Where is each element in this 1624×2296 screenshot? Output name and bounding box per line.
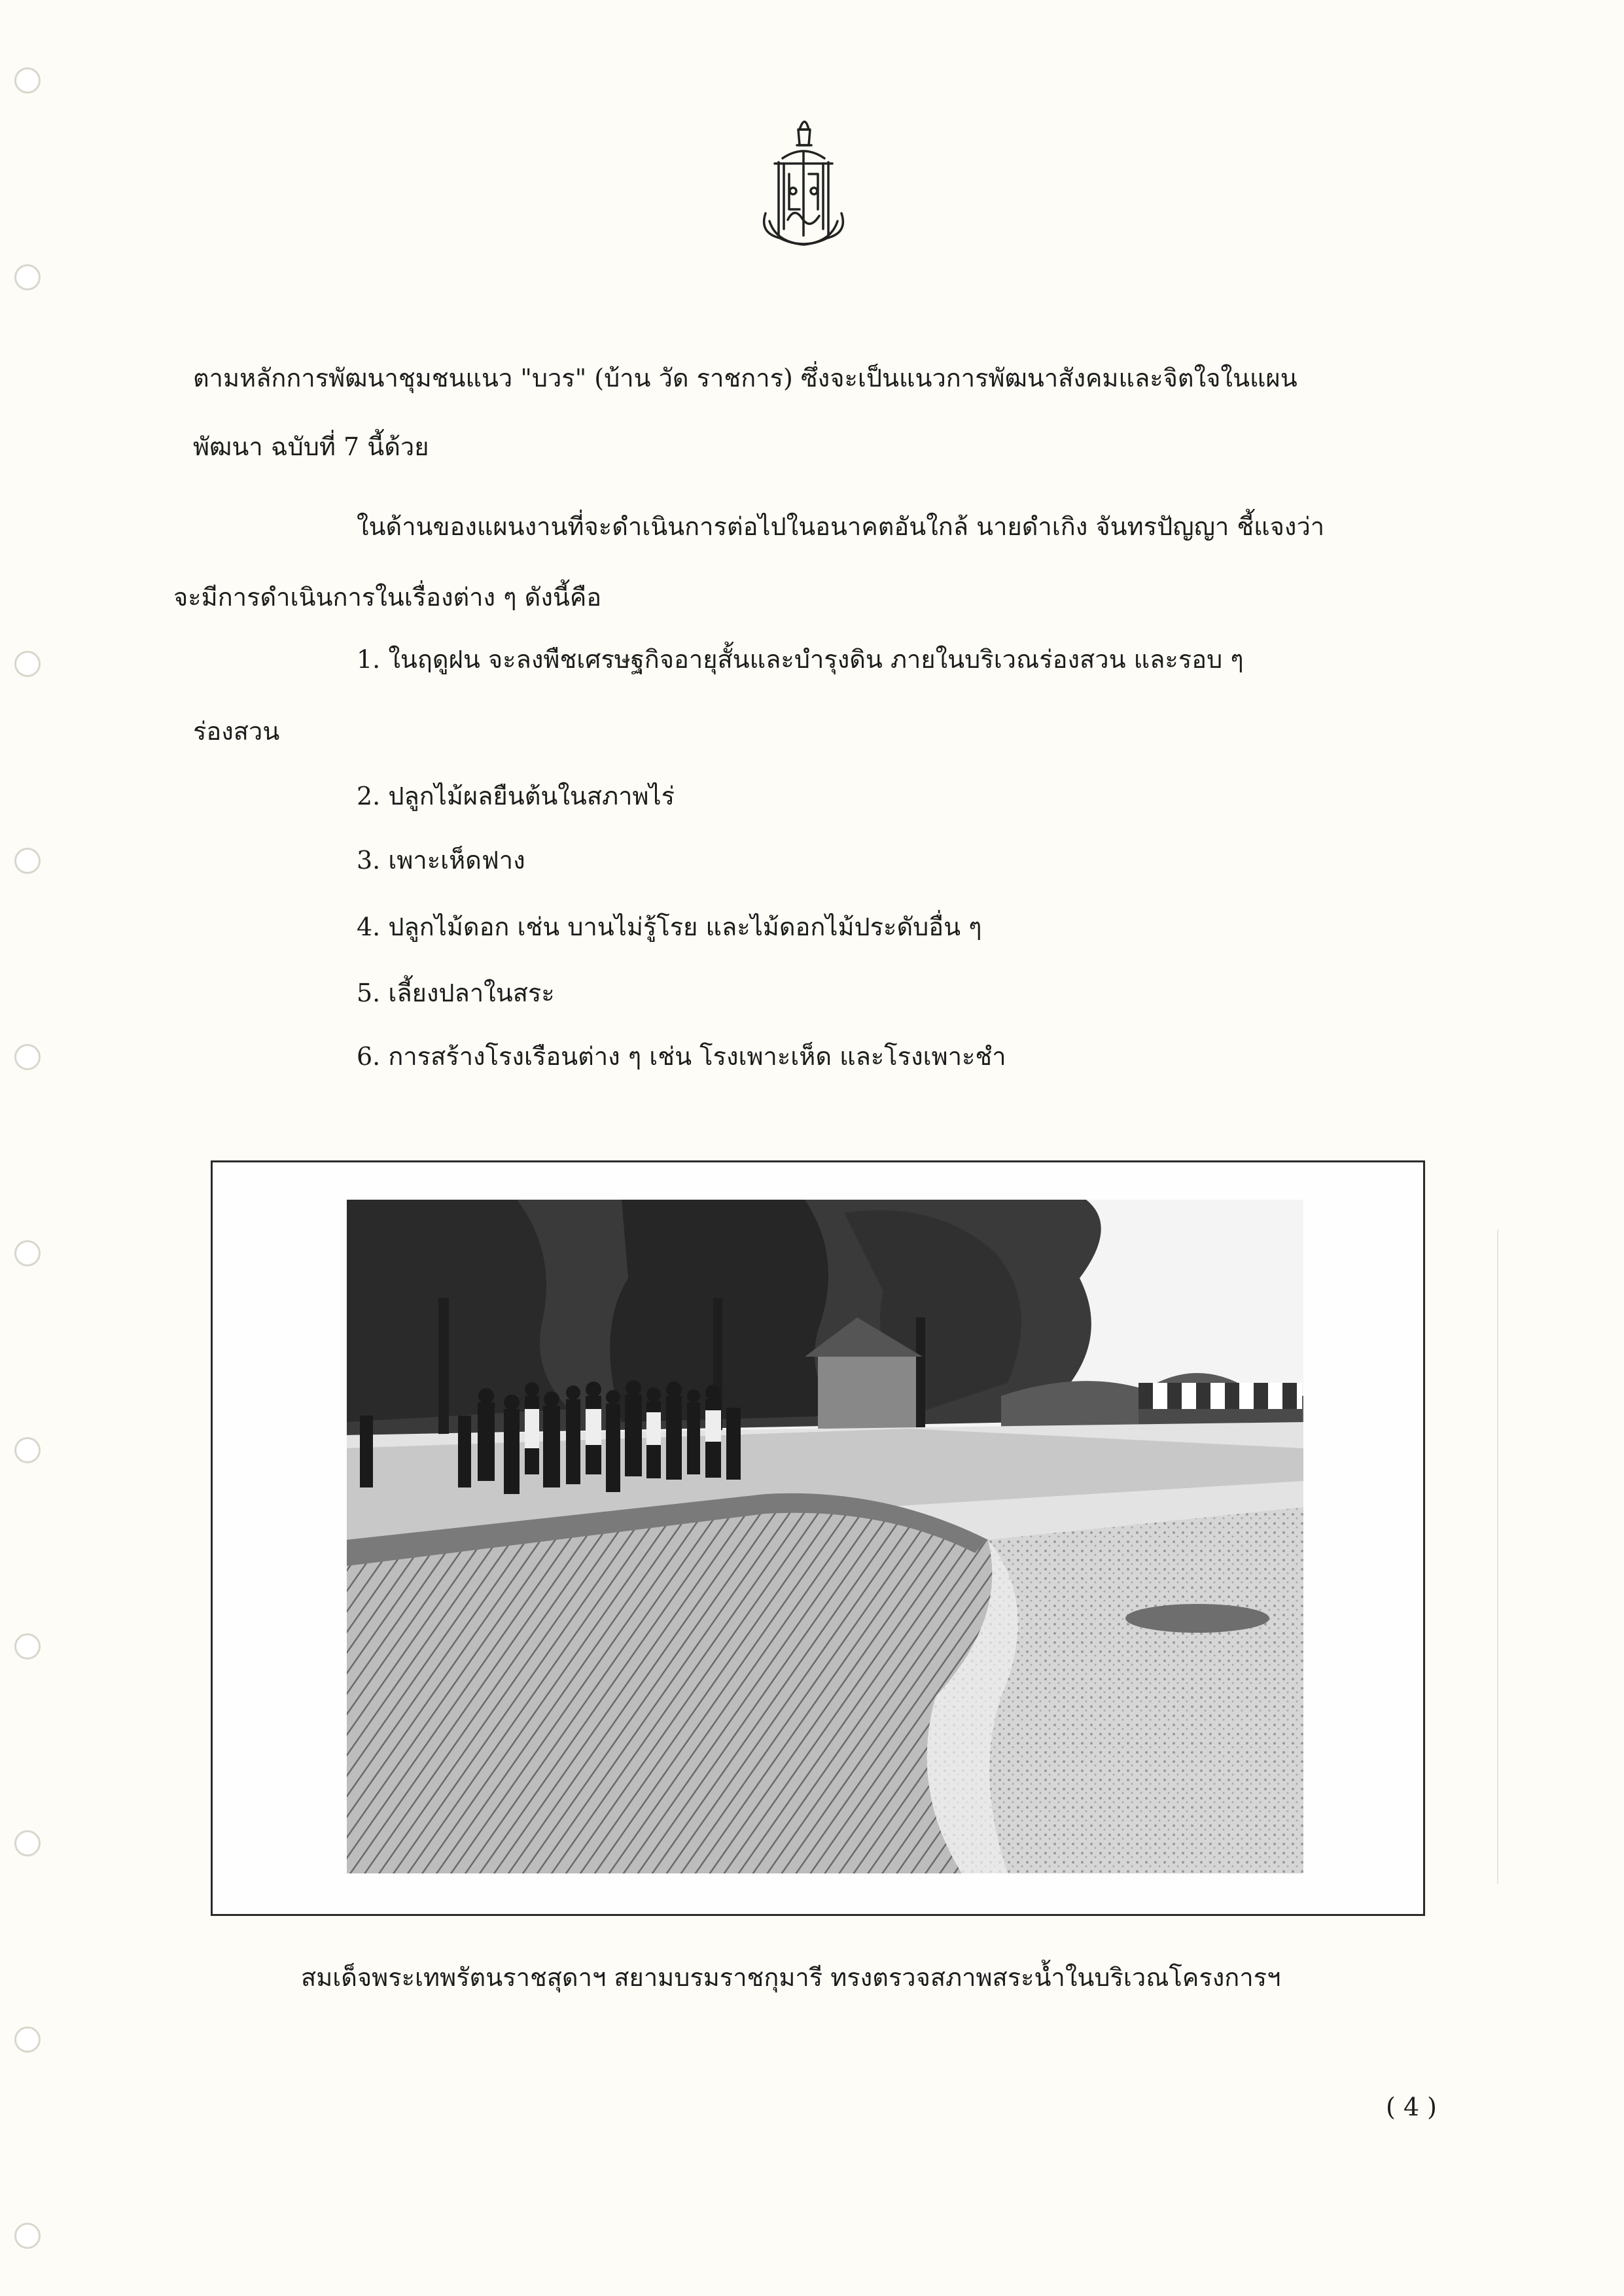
scan-edge-line bbox=[1497, 1230, 1498, 1884]
punch-hole bbox=[14, 264, 41, 290]
punch-hole bbox=[14, 2026, 41, 2053]
punch-hole bbox=[14, 1044, 41, 1070]
punch-hole bbox=[14, 2223, 41, 2249]
paragraph2-line1: ในด้านของแผนงานที่จะดำเนินการต่อไปในอนาคตอันใกล้ นายดำเกิง จันทรปัญญา ชี้แจงว่า bbox=[357, 512, 1325, 541]
punch-hole bbox=[14, 67, 41, 94]
photo-caption: สมเด็จพระเทพรัตนราชสุดาฯ สยามบรมราชกุมารี ทรงตรวจสภาพสระน้ำในบริเวณโครงการฯ bbox=[301, 1963, 1281, 1992]
list-item-3: 3. เพาะเห็ดฟาง bbox=[357, 846, 525, 875]
punch-hole bbox=[14, 1240, 41, 1266]
punch-hole bbox=[14, 1633, 41, 1660]
list-item-6: 6. การสร้างโรงเรือนต่าง ๆ เช่น โรงเพาะเห็ด และโรงเพาะชำ bbox=[357, 1042, 1006, 1071]
punch-hole bbox=[14, 848, 41, 874]
punch-hole bbox=[14, 651, 41, 677]
list-item-2: 2. ปลูกไม้ผลยืนต้นในสภาพไร่ bbox=[357, 782, 675, 810]
royal-emblem-icon bbox=[751, 111, 856, 262]
list-item-1: 1. ในฤดูฝน จะลงพืชเศรษฐกิจอายุสั้นและบำรุงดิน ภายในบริเวณร่องสวน และรอบ ๆ bbox=[357, 645, 1244, 674]
list-item-4: 4. ปลูกไม้ดอก เช่น บานไม่รู้โรย และไม้ดอกไม้ประดับอื่น ๆ bbox=[357, 913, 982, 941]
paragraph2-line2: จะมีการดำเนินการในเรื่องต่าง ๆ ดังนี้คือ bbox=[173, 583, 602, 612]
list-item-1-continuation: ร่องสวน bbox=[193, 717, 280, 746]
page-number: ( 4 ) bbox=[1386, 2093, 1437, 2121]
paragraph1-line1: ตามหลักการพัฒนาชุมชนแนว "บวร" (บ้าน วัด ราชการ) ซึ่งจะเป็นแนวการพัฒนาสังคมและจิตใจในแผน bbox=[193, 364, 1297, 392]
punch-hole bbox=[14, 1437, 41, 1463]
pond-inspection-photo bbox=[347, 1200, 1303, 1873]
paragraph1-line2: พัฒนา ฉบับที่ 7 นี้ด้วย bbox=[193, 432, 429, 461]
punch-hole bbox=[14, 1830, 41, 1856]
list-item-5: 5. เลี้ยงปลาในสระ bbox=[357, 979, 555, 1007]
